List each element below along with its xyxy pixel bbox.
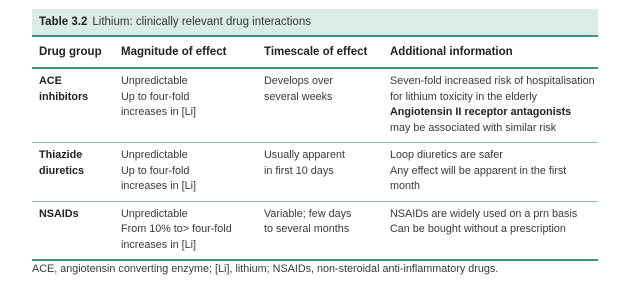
cell-timescale [257, 201, 383, 260]
cell-line: NSAIDs [39, 207, 79, 220]
cell-line: NSAIDs are widely used on a prn basis [390, 207, 578, 220]
cell-line: increases in [Li] [121, 106, 197, 118]
cell-line: Can be bought without a prescription [390, 223, 566, 235]
cell-line: Thiazide [39, 149, 83, 161]
header-additional-information: Additional information [383, 37, 598, 68]
cell-line: Up to four-fold [121, 90, 190, 103]
cell-line: several weeks [264, 90, 333, 103]
cell-line: Unpredictable [121, 75, 188, 87]
header-timescale-of-effect: Timescale of effect [257, 37, 383, 68]
cell-timescale [257, 143, 383, 202]
cell-line: Seven-fold increased risk of hospitalisation [390, 75, 595, 87]
cell-additional-info [383, 143, 598, 202]
cell-line: Unpredictable [121, 149, 188, 161]
table-caption-label: Table 3.2 [39, 16, 88, 28]
cell-line: to several months [264, 223, 350, 235]
cell-magnitude [114, 68, 257, 143]
cell-line: increases in [Li] [121, 180, 197, 192]
header-drug-group: Drug group [32, 37, 114, 68]
cell-line: Develops over [264, 75, 334, 87]
cell-timescale [257, 68, 383, 143]
table-caption [32, 9, 598, 37]
cell-drug-group [32, 143, 114, 202]
cell-line: Unpredictable [121, 207, 188, 220]
cell-line: Usually apparent [264, 149, 346, 161]
cell-drug-group [32, 68, 114, 143]
cell-additional-info [383, 201, 598, 260]
drug-interactions-table-container [32, 9, 598, 261]
cell-line: increases in [Li] [121, 238, 197, 251]
header-magnitude-of-effect: Magnitude of effect [114, 37, 257, 68]
drug-interactions-table [32, 37, 598, 261]
table-row-ace-inhibitors [32, 68, 598, 143]
cell-line: inhibitors [39, 90, 89, 103]
cell-line: in first 10 days [264, 164, 334, 177]
cell-drug-group [32, 201, 114, 260]
cell-line: Up to four-fold [121, 164, 190, 177]
cell-magnitude [114, 201, 257, 260]
cell-line: Variable; few days [264, 207, 352, 220]
table-header-row [32, 37, 598, 68]
cell-line: ACE [39, 75, 62, 87]
cell-magnitude [114, 143, 257, 202]
cell-line: for lithium toxicity in the elderly [390, 90, 538, 103]
table-footnote: ACE, angiotensin converting enzyme; [Li], lithium; NSAIDs, non-steroidal anti-inflammatory drugs. [32, 263, 499, 275]
table-row-thiazide-diuretics [32, 143, 598, 202]
cell-line: diuretics [39, 164, 85, 177]
cell-line: Loop diuretics are safer [390, 149, 503, 161]
cell-line-emphasis: Angiotensin II receptor antagonists [390, 106, 572, 118]
cell-additional-info [383, 68, 598, 143]
table-row-nsaids [32, 201, 598, 260]
cell-line: may be associated with similar risk [390, 121, 557, 134]
cell-line: month [390, 180, 421, 192]
cell-line: From 10% to> four-fold [121, 223, 232, 235]
cell-line: Any effect will be apparent in the first [390, 164, 567, 177]
table-caption-title: Lithium: clinically relevant drug interactions [92, 16, 311, 28]
